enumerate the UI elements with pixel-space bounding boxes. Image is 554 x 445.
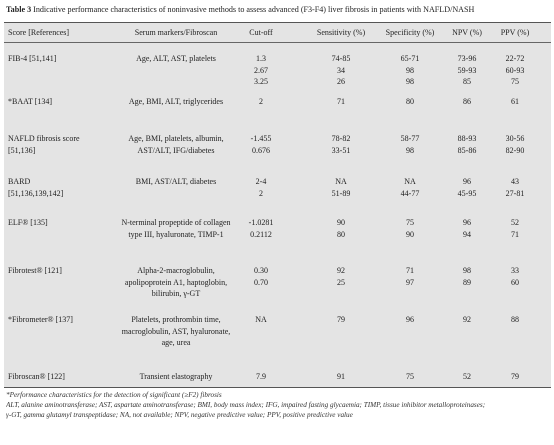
- cell-score: ELF® [135]: [8, 218, 48, 227]
- footnote-2: ALT, alanine aminotransferase; AST, aspartate aminotransferase; BMI, body mass index; IFG, impaired fasting glycaemia; TIMP, tissue inhibitor metalloproteinases;: [6, 401, 486, 409]
- header-score: Score [References]: [8, 28, 70, 37]
- cell-markers: Age, ALT, AST, platelets: [136, 54, 216, 63]
- table-label: Table 3: [6, 5, 32, 14]
- cell-score: *Fibrometer® [137]: [8, 315, 73, 324]
- cell-score: NAFLD fibrosis score [51,136]: [8, 134, 80, 155]
- header-sensitivity: Sensitivity (%): [316, 28, 366, 37]
- cell-ppv: 22-72 60-93 75: [505, 54, 525, 86]
- cell-specificity: 80: [406, 97, 414, 106]
- cell-sensitivity: 74-85 34 26: [331, 54, 351, 86]
- header-cutoff: Cut-off: [249, 28, 273, 37]
- cell-sensitivity: 78-82 33-51: [331, 134, 351, 155]
- header-specificity: Specificity (%): [385, 28, 435, 37]
- header-markers: Serum markers/Fibroscan: [134, 28, 218, 37]
- cell-markers: BMI, AST/ALT, diabetes: [135, 177, 217, 186]
- cell-cutoff: 7.9: [256, 372, 266, 381]
- cell-npv: 52: [463, 372, 471, 381]
- cell-score: Fibroscan® [122]: [8, 372, 65, 381]
- cell-score: *BAAT [134]: [8, 97, 53, 106]
- cell-specificity: NA 44-77: [400, 177, 420, 198]
- cell-score: Fibrotest® [121]: [8, 266, 62, 275]
- footnote-3: γ-GT, gamma glutamyl transpeptidase; NA, not available; NPV, negative predictive value; PPV, positive predictive value: [6, 411, 353, 419]
- footnotes: [6, 390, 551, 420]
- cell-ppv: 79: [511, 372, 519, 381]
- cell-ppv: 30-56 82-90: [505, 134, 525, 155]
- cell-cutoff: NA: [255, 315, 267, 324]
- cell-ppv: 43 27-81: [505, 177, 525, 198]
- cell-cutoff: 2: [259, 97, 263, 106]
- cell-npv: 88-93 85-86: [457, 134, 477, 155]
- cell-markers: N-terminal propeptide of collagen type III, hyaluronate, TIMP-1: [121, 218, 231, 239]
- cell-specificity: 71 97: [406, 266, 414, 287]
- cell-cutoff: -1.455 0.676: [250, 134, 272, 155]
- cell-ppv: 61: [511, 97, 519, 106]
- table-caption: [6, 4, 551, 15]
- header-npv: NPV (%): [452, 28, 482, 37]
- cell-npv: 86: [463, 97, 471, 106]
- cell-ppv: 52 71: [511, 218, 519, 239]
- cell-score: BARD [51,136,139,142]: [8, 177, 64, 198]
- table-header: [4, 23, 551, 43]
- cell-sensitivity: 92 25: [337, 266, 345, 287]
- header-ppv: PPV (%): [500, 28, 530, 37]
- cell-markers: Transient elastography: [139, 372, 213, 381]
- footnote-1: *Performance characteristics for the detection of significant (≥F2) fibrosis: [6, 391, 222, 399]
- cell-npv: 96 45-95: [457, 177, 477, 198]
- cell-specificity: 65-71 98 98: [400, 54, 420, 86]
- cell-cutoff: 1.3 2.67 3.25: [254, 54, 268, 86]
- cell-specificity: 58-77 98: [400, 134, 420, 155]
- cell-npv: 98 89: [463, 266, 471, 287]
- cell-sensitivity: 91: [337, 372, 345, 381]
- cell-markers: Age, BMI, ALT, triglycerides: [128, 97, 224, 106]
- cell-npv: 92: [463, 315, 471, 324]
- cell-score: FIB-4 [51,141]: [8, 54, 57, 63]
- cell-cutoff: -1.0281 0.2112: [248, 218, 274, 239]
- cell-cutoff: 2-4 2: [255, 177, 267, 198]
- cell-sensitivity: 79: [337, 315, 345, 324]
- cell-sensitivity: 71: [337, 97, 345, 106]
- cell-specificity: 75 90: [406, 218, 414, 239]
- cell-ppv: 33 60: [511, 266, 519, 287]
- cell-sensitivity: NA 51-89: [331, 177, 351, 198]
- cell-markers: Age, BMI, platelets, albumin, AST/ALT, IFG/diabetes: [128, 134, 224, 155]
- cell-markers: Alpha-2-macroglobulin, apolipoprotein A1, haptoglobin, bilirubin, γ-GT: [124, 266, 228, 298]
- cell-npv: 73-96 59-93 85: [457, 54, 477, 86]
- cell-markers: Platelets, prothrombin time, macroglobulin, AST, hyaluronate, age, urea: [121, 315, 231, 347]
- table-title: Indicative performance characteristics of noninvasive methods to assess advanced (F3-F4) liver fibrosis in patients with NAFLD/NASH: [31, 5, 475, 14]
- cell-npv: 96 94: [463, 218, 471, 239]
- cell-sensitivity: 90 80: [337, 218, 345, 239]
- cell-ppv: 88: [511, 315, 519, 324]
- data-table: [4, 22, 551, 388]
- cell-specificity: 75: [406, 372, 414, 381]
- cell-cutoff: 0.30 0.70: [254, 266, 268, 287]
- cell-specificity: 96: [406, 315, 414, 324]
